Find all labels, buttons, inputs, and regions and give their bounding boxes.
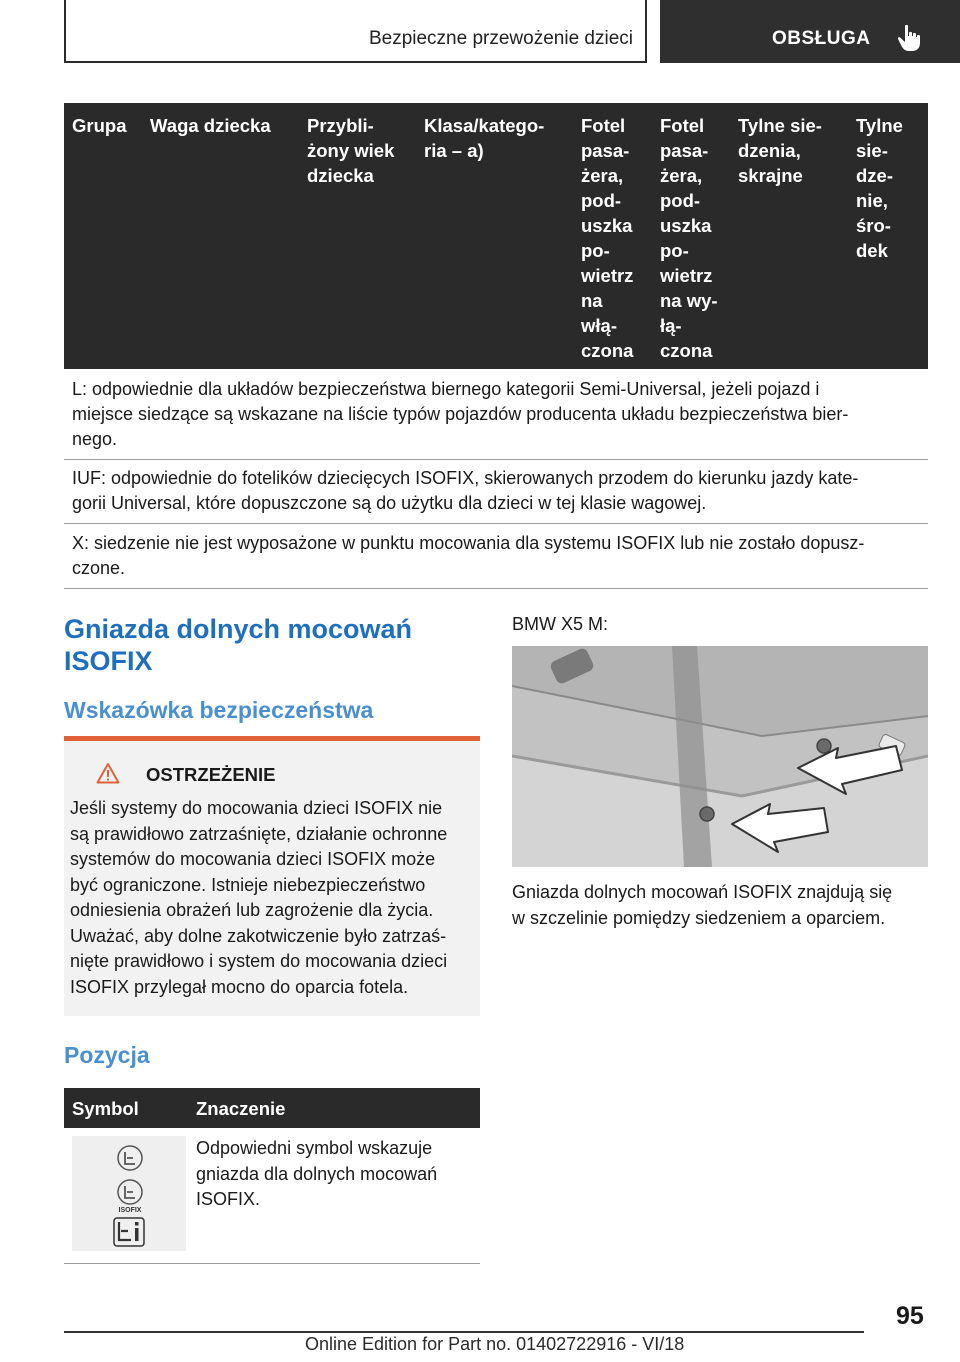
note-l: L: odpowiednie dla układów bezpieczeństwa biernego kategorii Semi-Universal, jeżeli pojazd i miejsce siedzące są wskazane na liście typów pojazdów producenta układu bezpieczeństwa bier- nego. <box>72 379 849 449</box>
warning-triangle-icon <box>96 762 120 784</box>
symbol-cell <box>72 1136 186 1251</box>
header-title: Bezpieczne przewożenie dzieci <box>368 28 633 49</box>
header-section-label: OBSŁUGA <box>772 28 871 49</box>
symbol-table-header <box>64 1088 480 1128</box>
table-header <box>64 103 928 369</box>
isofix-icon-label: ISOFIX <box>118 1207 142 1214</box>
symbol-meaning: Odpowiedni symbol wskazuje gniazda dla dolnych mocowań ISOFIX. <box>196 1138 438 1209</box>
header-title-box <box>64 0 647 63</box>
col-header-rear-middle: Tylne sie- dze- nie, śro- dek <box>856 115 903 261</box>
col-header-rear-outer: Tylne sie- dzenia, skrajne <box>738 115 822 186</box>
note-iuf: IUF: odpowiednie do fotelików dziecięcych ISOFIX, skierowanych przodem do kierunku jazdy kate- gorii Universal, które dopuszczone są do użytku dla dzieci w tej klasie wagowej. <box>72 468 859 513</box>
page-number: 95 <box>896 1302 924 1330</box>
col-header-seat-airbag-on: Fotel pasa- żera, pod- uszka po- wietrz na włą- czona <box>581 115 634 361</box>
divider <box>64 1263 480 1264</box>
col-header-weight: Waga dziecka <box>150 115 271 136</box>
col-header-meaning: Znaczenie <box>196 1098 286 1119</box>
warning-text: Jeśli systemy do mocowania dzieci ISOFIX nie są prawidłowo zatrzaśnięte, działanie ochronne systemów do mocowania dzieci ISOFIX może być ograniczone. Istnieje niebezpieczeństwo odniesienia obrażeń lub zagrożenie dla życia. Uważać, aby dolne zakotwiczenie było zatrzaś- nięte prawidłowo i system do mocowania dzieci ISOFIX przylegał mocno do oparcia fotela. <box>70 798 448 997</box>
photo-model-label: BMW X5 M: <box>512 614 609 634</box>
divider <box>64 459 928 460</box>
photo-caption: Gniazda dolnych mocowań ISOFIX znajdują się w szczelinie pomiędzy siedzeniem a oparciem. <box>512 882 893 928</box>
col-header-group: Grupa <box>72 115 127 136</box>
header-section-box <box>660 0 960 63</box>
warning-title: OSTRZEŻENIE <box>146 764 276 785</box>
isofix-symbol-icon <box>72 1136 186 1251</box>
position-heading: Pozycja <box>64 1042 150 1068</box>
hand-pointer-icon <box>896 24 922 52</box>
isofix-seat-photo <box>512 646 928 867</box>
footer-edition: Online Edition for Part no. 01402722916 - VI/18 <box>305 1334 685 1354</box>
col-header-seat-airbag-off: Fotel pasa- żera, pod- uszka po- wietrz na wy- łą- czona <box>660 115 718 361</box>
footer-divider <box>64 1331 864 1333</box>
note-x: X: siedzenie nie jest wyposażone w punktu mocowania dla systemu ISOFIX lub nie zostało dopusz- czone. <box>72 533 865 578</box>
col-header-symbol: Symbol <box>72 1098 139 1119</box>
warning-box <box>64 736 480 1016</box>
section-heading: Gniazda dolnych mocowań ISOFIX <box>64 614 413 676</box>
col-header-age: Przybli- żony wiek dziecka <box>307 115 395 186</box>
divider <box>64 588 928 589</box>
col-header-class: Klasa/katego- ria – a) <box>424 115 545 161</box>
divider <box>64 523 928 524</box>
safety-subheading: Wskazówka bezpieczeństwa <box>64 697 374 723</box>
warning-bar <box>64 736 480 741</box>
